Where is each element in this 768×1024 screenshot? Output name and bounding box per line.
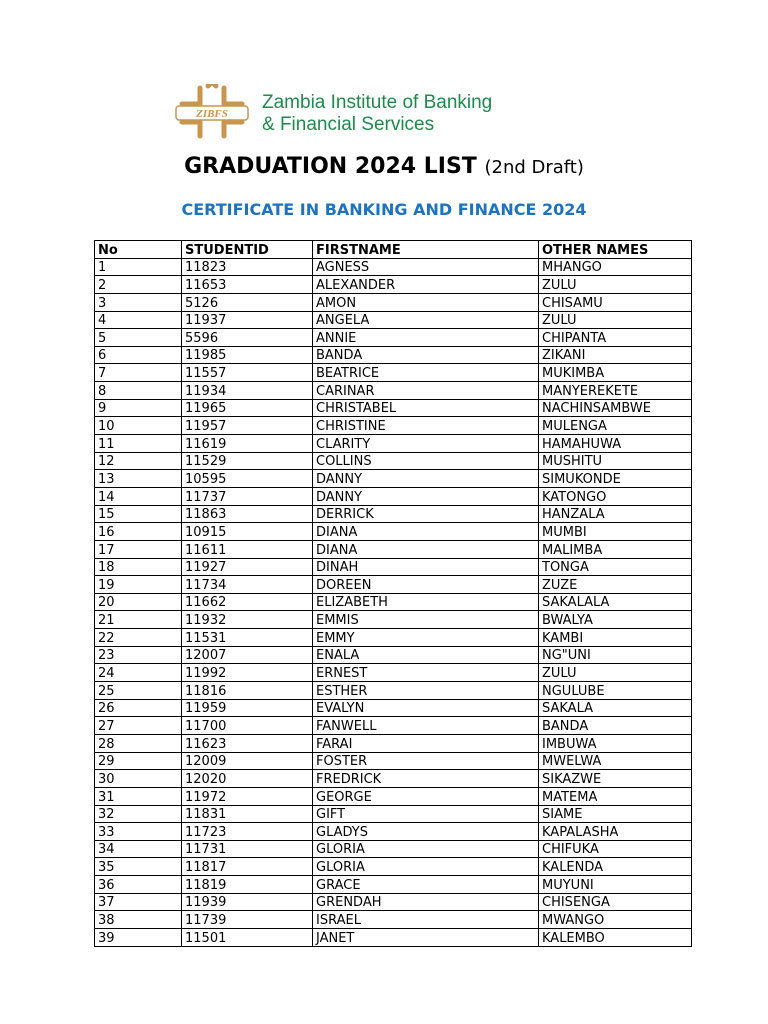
cell-no: 30 <box>95 770 182 788</box>
cell-firstname: GIFT <box>313 805 539 823</box>
table-row <box>95 593 692 611</box>
table-row <box>95 364 692 382</box>
cell-no: 4 <box>95 311 182 329</box>
cell-other-names: HANZALA <box>539 505 692 523</box>
table-row <box>95 382 692 400</box>
cell-firstname: ISRAEL <box>313 911 539 929</box>
cell-no: 2 <box>95 276 182 294</box>
cell-other-names: TONGA <box>539 558 692 576</box>
cell-studentid: 11734 <box>182 576 313 594</box>
table-row <box>95 823 692 841</box>
cell-studentid: 11819 <box>182 876 313 894</box>
cell-no: 27 <box>95 717 182 735</box>
cell-no: 28 <box>95 734 182 752</box>
organization-name <box>262 92 492 136</box>
cell-firstname: BANDA <box>313 346 539 364</box>
cell-studentid: 11531 <box>182 629 313 647</box>
cell-other-names: ZIKANI <box>539 346 692 364</box>
table-row <box>95 682 692 700</box>
cell-studentid: 11737 <box>182 487 313 505</box>
cell-studentid: 11959 <box>182 699 313 717</box>
cell-no: 11 <box>95 435 182 453</box>
cell-studentid: 11823 <box>182 258 313 276</box>
table-row <box>95 646 692 664</box>
cell-studentid: 11863 <box>182 505 313 523</box>
cell-studentid: 11934 <box>182 382 313 400</box>
cell-studentid: 11965 <box>182 399 313 417</box>
cell-no: 21 <box>95 611 182 629</box>
cell-other-names: ZULU <box>539 311 692 329</box>
cell-other-names: BWALYA <box>539 611 692 629</box>
cell-no: 17 <box>95 540 182 558</box>
cell-firstname: ELIZABETH <box>313 593 539 611</box>
cell-no: 15 <box>95 505 182 523</box>
cell-other-names: MALIMBA <box>539 540 692 558</box>
cell-firstname: DANNY <box>313 470 539 488</box>
cell-studentid: 11817 <box>182 858 313 876</box>
cell-firstname: DOREEN <box>313 576 539 594</box>
table-row <box>95 858 692 876</box>
cell-studentid: 11937 <box>182 311 313 329</box>
cell-other-names: NGULUBE <box>539 682 692 700</box>
cell-firstname: GLADYS <box>313 823 539 841</box>
cell-firstname: FREDRICK <box>313 770 539 788</box>
table-row <box>95 540 692 558</box>
cell-no: 9 <box>95 399 182 417</box>
cell-studentid: 11985 <box>182 346 313 364</box>
graduation-list-table <box>94 240 692 947</box>
cell-no: 33 <box>95 823 182 841</box>
cell-firstname: GLORIA <box>313 840 539 858</box>
cell-other-names: ZULU <box>539 276 692 294</box>
cell-no: 26 <box>95 699 182 717</box>
cell-other-names: MUKIMBA <box>539 364 692 382</box>
table-row <box>95 717 692 735</box>
cell-firstname: GLORIA <box>313 858 539 876</box>
cell-studentid: 11700 <box>182 717 313 735</box>
cell-other-names: MUYUNI <box>539 876 692 894</box>
table-row <box>95 629 692 647</box>
cell-studentid: 11653 <box>182 276 313 294</box>
table-row <box>95 276 692 294</box>
cell-other-names: MULENGA <box>539 417 692 435</box>
cell-no: 10 <box>95 417 182 435</box>
table-row <box>95 346 692 364</box>
column-header-studentid: STUDENTID <box>182 241 313 259</box>
cell-other-names: KALEMBO <box>539 928 692 946</box>
cell-firstname: FOSTER <box>313 752 539 770</box>
cell-other-names: ZUZE <box>539 576 692 594</box>
cell-studentid: 11529 <box>182 452 313 470</box>
column-header-other-names: OTHER NAMES <box>539 241 692 259</box>
cell-firstname: DIANA <box>313 523 539 541</box>
zibfs-logo <box>170 84 254 140</box>
table-row <box>95 329 692 347</box>
cell-no: 29 <box>95 752 182 770</box>
cell-other-names: IMBUWA <box>539 734 692 752</box>
cell-no: 1 <box>95 258 182 276</box>
table-row <box>95 664 692 682</box>
cell-firstname: AMON <box>313 293 539 311</box>
cell-firstname: DANNY <box>313 487 539 505</box>
cell-firstname: ANNIE <box>313 329 539 347</box>
cell-studentid: 11831 <box>182 805 313 823</box>
cell-firstname: FARAI <box>313 734 539 752</box>
cell-other-names: SAKALALA <box>539 593 692 611</box>
cell-studentid: 10915 <box>182 523 313 541</box>
cell-other-names: MWANGO <box>539 911 692 929</box>
cell-no: 24 <box>95 664 182 682</box>
cell-studentid: 11927 <box>182 558 313 576</box>
cell-firstname: DIANA <box>313 540 539 558</box>
cell-firstname: DERRICK <box>313 505 539 523</box>
cell-no: 39 <box>95 928 182 946</box>
organization-name-line2: & Financial Services <box>262 114 435 135</box>
document-title <box>0 154 768 179</box>
table-row <box>95 523 692 541</box>
cell-firstname: EMMY <box>313 629 539 647</box>
cell-other-names: KATONGO <box>539 487 692 505</box>
column-header-no: No <box>95 241 182 259</box>
table-row <box>95 787 692 805</box>
cell-firstname: CHRISTABEL <box>313 399 539 417</box>
cell-firstname: ALEXANDER <box>313 276 539 294</box>
cell-firstname: COLLINS <box>313 452 539 470</box>
cell-other-names: BANDA <box>539 717 692 735</box>
table-row <box>95 893 692 911</box>
table-row <box>95 470 692 488</box>
cell-no: 18 <box>95 558 182 576</box>
cell-other-names: MATEMA <box>539 787 692 805</box>
cell-other-names: MUMBI <box>539 523 692 541</box>
cell-other-names: HAMAHUWA <box>539 435 692 453</box>
table-row <box>95 417 692 435</box>
cell-firstname: AGNESS <box>313 258 539 276</box>
cell-no: 6 <box>95 346 182 364</box>
cell-firstname: CHRISTINE <box>313 417 539 435</box>
cell-firstname: ENALA <box>313 646 539 664</box>
table-row <box>95 452 692 470</box>
cell-studentid: 11501 <box>182 928 313 946</box>
svg-text:ZIBFS: ZIBFS <box>196 108 228 120</box>
cell-no: 38 <box>95 911 182 929</box>
cell-firstname: GEORGE <box>313 787 539 805</box>
cell-studentid: 11662 <box>182 593 313 611</box>
cell-studentid: 11623 <box>182 734 313 752</box>
cell-firstname: ANGELA <box>313 311 539 329</box>
cell-firstname: DINAH <box>313 558 539 576</box>
cell-no: 14 <box>95 487 182 505</box>
cell-other-names: ZULU <box>539 664 692 682</box>
cell-no: 23 <box>95 646 182 664</box>
cell-firstname: EVALYN <box>313 699 539 717</box>
cell-other-names: KALENDA <box>539 858 692 876</box>
cell-other-names: MWELWA <box>539 752 692 770</box>
cell-firstname: ERNEST <box>313 664 539 682</box>
cell-firstname: JANET <box>313 928 539 946</box>
cell-other-names: CHIFUKA <box>539 840 692 858</box>
column-header-firstname: FIRSTNAME <box>313 241 539 259</box>
cell-no: 8 <box>95 382 182 400</box>
cell-studentid: 11939 <box>182 893 313 911</box>
cell-other-names: KAPALASHA <box>539 823 692 841</box>
cell-studentid: 11739 <box>182 911 313 929</box>
cell-no: 19 <box>95 576 182 594</box>
table-row <box>95 840 692 858</box>
table-row <box>95 399 692 417</box>
cell-studentid: 12007 <box>182 646 313 664</box>
cell-studentid: 11992 <box>182 664 313 682</box>
cell-other-names: KAMBI <box>539 629 692 647</box>
cell-other-names: NG"UNI <box>539 646 692 664</box>
cell-other-names: SIMUKONDE <box>539 470 692 488</box>
cell-no: 35 <box>95 858 182 876</box>
table-header-row <box>95 241 692 259</box>
header <box>170 84 590 154</box>
cell-firstname: GRACE <box>313 876 539 894</box>
cell-firstname: GRENDAH <box>313 893 539 911</box>
cell-studentid: 12020 <box>182 770 313 788</box>
cell-firstname: CLARITY <box>313 435 539 453</box>
table-row <box>95 311 692 329</box>
table-row <box>95 558 692 576</box>
table-row <box>95 734 692 752</box>
table-row <box>95 487 692 505</box>
cell-studentid: 11619 <box>182 435 313 453</box>
table-row <box>95 911 692 929</box>
cell-no: 32 <box>95 805 182 823</box>
table-row <box>95 505 692 523</box>
cell-studentid: 11611 <box>182 540 313 558</box>
cell-other-names: MHANGO <box>539 258 692 276</box>
cell-studentid: 10595 <box>182 470 313 488</box>
table-row <box>95 435 692 453</box>
cell-no: 16 <box>95 523 182 541</box>
cell-firstname: CARINAR <box>313 382 539 400</box>
cell-no: 37 <box>95 893 182 911</box>
cell-studentid: 11932 <box>182 611 313 629</box>
cell-studentid: 5126 <box>182 293 313 311</box>
cell-no: 34 <box>95 840 182 858</box>
cell-other-names: CHIPANTA <box>539 329 692 347</box>
cell-studentid: 11957 <box>182 417 313 435</box>
cell-studentid: 11557 <box>182 364 313 382</box>
document-title-sub: (2nd Draft) <box>484 157 584 178</box>
table-row <box>95 611 692 629</box>
table-row <box>95 752 692 770</box>
cell-studentid: 11731 <box>182 840 313 858</box>
cell-no: 12 <box>95 452 182 470</box>
cell-other-names: NACHINSAMBWE <box>539 399 692 417</box>
cell-no: 3 <box>95 293 182 311</box>
table-row <box>95 293 692 311</box>
cell-other-names: SAKALA <box>539 699 692 717</box>
cell-studentid: 12009 <box>182 752 313 770</box>
cell-firstname: BEATRICE <box>313 364 539 382</box>
cell-no: 31 <box>95 787 182 805</box>
cell-studentid: 11816 <box>182 682 313 700</box>
cell-other-names: CHISENGA <box>539 893 692 911</box>
cell-other-names: MANYEREKETE <box>539 382 692 400</box>
cell-no: 25 <box>95 682 182 700</box>
cell-firstname: FANWELL <box>313 717 539 735</box>
cell-other-names: MUSHITU <box>539 452 692 470</box>
cell-other-names: CHISAMU <box>539 293 692 311</box>
table-row <box>95 928 692 946</box>
table-row <box>95 258 692 276</box>
table-row <box>95 576 692 594</box>
cell-studentid: 5596 <box>182 329 313 347</box>
cell-no: 22 <box>95 629 182 647</box>
cell-no: 36 <box>95 876 182 894</box>
cell-firstname: ESTHER <box>313 682 539 700</box>
organization-name-line1: Zambia Institute of Banking <box>262 92 493 113</box>
table-row <box>95 699 692 717</box>
cell-other-names: SIAME <box>539 805 692 823</box>
cell-no: 7 <box>95 364 182 382</box>
document-title-main: GRADUATION 2024 LIST <box>184 154 477 179</box>
table-row <box>95 876 692 894</box>
cell-studentid: 11972 <box>182 787 313 805</box>
cell-studentid: 11723 <box>182 823 313 841</box>
table-row <box>95 805 692 823</box>
cell-no: 5 <box>95 329 182 347</box>
table-row <box>95 770 692 788</box>
cell-firstname: EMMIS <box>313 611 539 629</box>
document-subtitle: CERTIFICATE IN BANKING AND FINANCE 2024 <box>181 200 587 219</box>
cell-no: 20 <box>95 593 182 611</box>
cell-other-names: SIKAZWE <box>539 770 692 788</box>
cell-no: 13 <box>95 470 182 488</box>
